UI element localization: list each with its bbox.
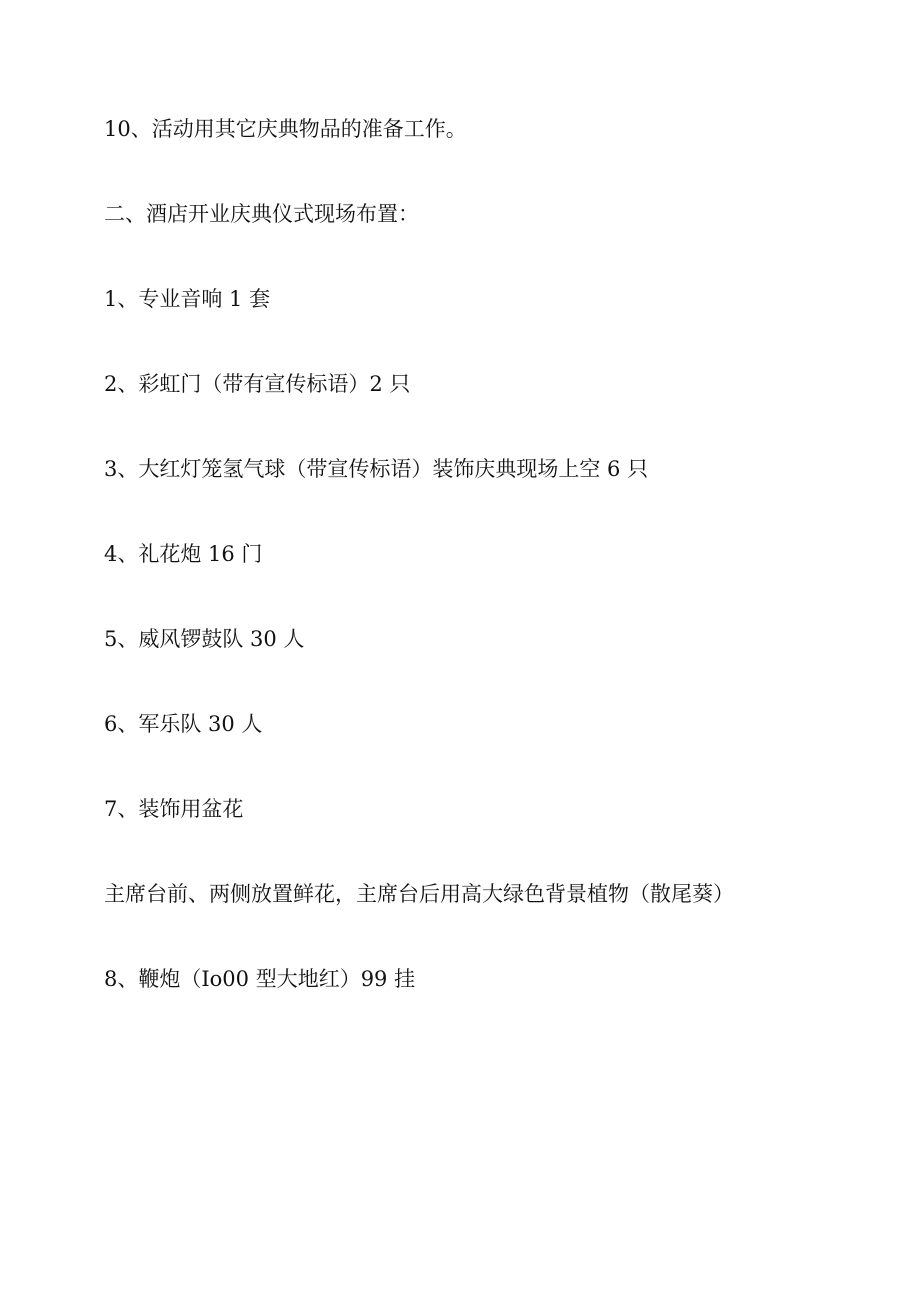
paragraph-stage-flowers: 主席台前、两侧放置鲜花，主席台后用高大绿色背景植物（散尾葵）	[104, 882, 734, 906]
list-item-potted-flowers: 7、装饰用盆花	[104, 797, 244, 821]
list-item-drum-team: 5、威风锣鼓队 30 人	[104, 627, 305, 651]
list-item-military-band: 6、军乐队 30 人	[104, 712, 263, 736]
list-item-activity-supplies: 10、活动用其它庆典物品的准备工作。	[104, 117, 467, 141]
list-item-firecrackers: 8、鞭炮（Io00 型大地红）99 挂	[104, 967, 416, 991]
section-heading-venue-setup: 二、酒店开业庆典仪式现场布置：	[104, 202, 419, 226]
list-item-salute-cannons: 4、礼花炮 16 门	[104, 542, 263, 566]
list-item-rainbow-arch: 2、彩虹门（带有宣传标语）2 只	[104, 372, 411, 396]
list-item-lantern-balloons: 3、大红灯笼氢气球（带宣传标语）装饰庆典现场上空 6 只	[104, 457, 649, 481]
list-item-sound-system: 1、专业音响 1 套	[104, 287, 271, 311]
